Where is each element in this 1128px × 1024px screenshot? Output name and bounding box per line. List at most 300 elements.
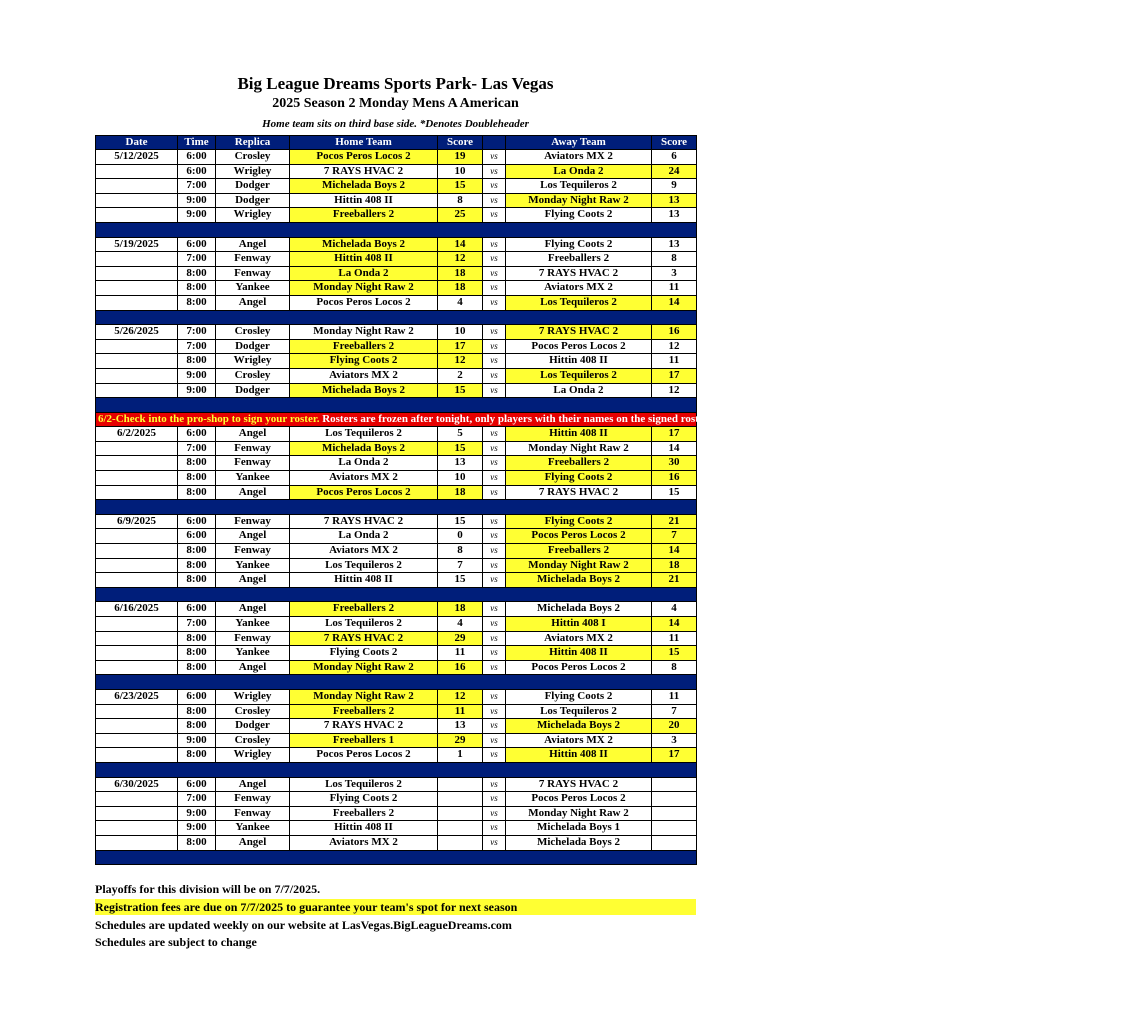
game-field: Fenway (216, 806, 290, 821)
away-team: Flying Coots 2 (506, 237, 652, 252)
table-row (96, 529, 697, 544)
game-time: 8:00 (178, 266, 216, 281)
away-score: 17 (652, 368, 697, 383)
home-team: Freeballers 2 (290, 806, 438, 821)
game-field: Fenway (216, 252, 290, 267)
roster-notice-highlight: 6/2-Check into the pro-shop to sign your roster. (98, 412, 320, 425)
away-score: 14 (652, 544, 697, 559)
away-score: 16 (652, 471, 697, 486)
schedule-body (96, 150, 1128, 865)
away-team: Hittin 408 II (506, 354, 652, 369)
away-team: Michelada Boys 2 (506, 719, 652, 734)
table-row (96, 704, 697, 719)
away-team: Freeballers 2 (506, 252, 652, 267)
game-time: 9:00 (178, 368, 216, 383)
home-score: 18 (438, 602, 483, 617)
home-score: 12 (438, 252, 483, 267)
week-separator (96, 500, 697, 515)
game-field: Fenway (216, 441, 290, 456)
game-time: 9:00 (178, 821, 216, 836)
away-team: Pocos Peros Locos 2 (506, 792, 652, 807)
away-score: 11 (652, 689, 697, 704)
table-row (96, 748, 697, 763)
home-team: Hittin 408 II (290, 821, 438, 836)
home-team: Aviators MX 2 (290, 368, 438, 383)
vs-label: vs (483, 427, 506, 442)
home-team: Michelada Boys 2 (290, 179, 438, 194)
table-row (96, 617, 697, 632)
vs-label: vs (483, 471, 506, 486)
page-subtitle: 2025 Season 2 Monday Mens A American (272, 96, 519, 111)
away-team: Los Tequileros 2 (506, 179, 652, 194)
away-team: Los Tequileros 2 (506, 368, 652, 383)
game-time: 8:00 (178, 558, 216, 573)
home-score (438, 835, 483, 850)
game-time: 7:00 (178, 252, 216, 267)
home-team: Monday Night Raw 2 (290, 281, 438, 296)
away-score: 4 (652, 602, 697, 617)
vs-label: vs (483, 354, 506, 369)
column-header-home-score: Score (438, 136, 483, 150)
game-field: Angel (216, 777, 290, 792)
home-team: 7 RAYS HVAC 2 (290, 164, 438, 179)
table-row (96, 383, 697, 398)
away-score: 20 (652, 719, 697, 734)
week-separator (96, 675, 697, 690)
vs-label: vs (483, 339, 506, 354)
vs-label: vs (483, 660, 506, 675)
home-team: Aviators MX 2 (290, 835, 438, 850)
table-row (96, 252, 697, 267)
game-date (96, 252, 178, 267)
home-score: 15 (438, 514, 483, 529)
table-row (96, 558, 697, 573)
vs-label: vs (483, 179, 506, 194)
week-separator (96, 310, 697, 325)
game-time: 8:00 (178, 573, 216, 588)
game-date (96, 164, 178, 179)
column-header-away-score: Score (652, 136, 697, 150)
home-score: 15 (438, 573, 483, 588)
game-time: 8:00 (178, 456, 216, 471)
website-note: Schedules are updated weekly on our website at LasVegas.BigLeagueDreams.com (95, 918, 512, 932)
column-header-time: Time (178, 136, 216, 150)
roster-notice-row (96, 412, 697, 427)
vs-label: vs (483, 441, 506, 456)
home-score: 18 (438, 281, 483, 296)
away-team: Hittin 408 II (506, 427, 652, 442)
home-score: 29 (438, 631, 483, 646)
vs-label: vs (483, 792, 506, 807)
away-score: 11 (652, 281, 697, 296)
vs-label: vs (483, 164, 506, 179)
vs-label: vs (483, 485, 506, 500)
game-field: Crosley (216, 325, 290, 340)
table-row (96, 777, 697, 792)
table-row (96, 514, 697, 529)
game-field: Yankee (216, 821, 290, 836)
game-date (96, 339, 178, 354)
vs-label: vs (483, 777, 506, 792)
home-team: Monday Night Raw 2 (290, 660, 438, 675)
table-row (96, 325, 697, 340)
vs-label: vs (483, 383, 506, 398)
game-time: 6:00 (178, 689, 216, 704)
table-row (96, 208, 697, 223)
home-team: Los Tequileros 2 (290, 427, 438, 442)
game-date: 5/26/2025 (96, 325, 178, 340)
home-team: Freeballers 1 (290, 733, 438, 748)
vs-label: vs (483, 544, 506, 559)
away-score: 13 (652, 193, 697, 208)
home-score: 14 (438, 237, 483, 252)
table-row (96, 573, 697, 588)
game-time: 8:00 (178, 631, 216, 646)
game-time: 8:00 (178, 544, 216, 559)
game-field: Angel (216, 237, 290, 252)
table-row (96, 631, 697, 646)
away-score: 15 (652, 646, 697, 661)
away-team: Hittin 408 II (506, 748, 652, 763)
home-team: Aviators MX 2 (290, 471, 438, 486)
game-date (96, 441, 178, 456)
home-score: 4 (438, 295, 483, 310)
vs-label: vs (483, 835, 506, 850)
game-date: 6/30/2025 (96, 777, 178, 792)
table-row (96, 471, 697, 486)
home-score: 8 (438, 193, 483, 208)
game-time: 6:00 (178, 777, 216, 792)
home-team: Los Tequileros 2 (290, 558, 438, 573)
home-score: 18 (438, 485, 483, 500)
home-score: 13 (438, 719, 483, 734)
week-separator-bar (96, 310, 697, 325)
game-time: 9:00 (178, 208, 216, 223)
game-date: 6/9/2025 (96, 514, 178, 529)
away-score (652, 777, 697, 792)
vs-label: vs (483, 602, 506, 617)
home-score: 10 (438, 471, 483, 486)
game-time: 6:00 (178, 529, 216, 544)
home-team: La Onda 2 (290, 529, 438, 544)
home-score: 17 (438, 339, 483, 354)
home-score: 11 (438, 646, 483, 661)
vs-label: vs (483, 689, 506, 704)
game-field: Crosley (216, 368, 290, 383)
table-row (96, 427, 697, 442)
game-field: Fenway (216, 631, 290, 646)
game-field: Fenway (216, 266, 290, 281)
game-field: Yankee (216, 646, 290, 661)
away-score (652, 821, 697, 836)
home-score (438, 806, 483, 821)
home-score: 0 (438, 529, 483, 544)
game-time: 8:00 (178, 704, 216, 719)
game-field: Fenway (216, 544, 290, 559)
away-score: 12 (652, 383, 697, 398)
column-header-replica: Replica (216, 136, 290, 150)
game-date (96, 485, 178, 500)
game-time: 6:00 (178, 602, 216, 617)
column-header-home-team: Home Team (290, 136, 438, 150)
week-separator-bar (96, 762, 697, 777)
away-score: 13 (652, 208, 697, 223)
game-date (96, 179, 178, 194)
game-date (96, 295, 178, 310)
away-team: Michelada Boys 2 (506, 602, 652, 617)
away-score (652, 806, 697, 821)
game-field: Angel (216, 573, 290, 588)
game-time: 8:00 (178, 660, 216, 675)
home-team: Hittin 408 II (290, 252, 438, 267)
column-header-away-team: Away Team (506, 136, 652, 150)
week-separator (96, 222, 697, 237)
game-date: 6/23/2025 (96, 689, 178, 704)
away-score: 7 (652, 704, 697, 719)
away-score (652, 835, 697, 850)
game-date (96, 733, 178, 748)
game-date (96, 558, 178, 573)
game-time: 6:00 (178, 514, 216, 529)
table-row (96, 150, 697, 165)
away-score (652, 792, 697, 807)
game-date (96, 368, 178, 383)
playoffs-note: Playoffs for this division will be on 7/7/2025. (95, 882, 321, 896)
home-team: 7 RAYS HVAC 2 (290, 719, 438, 734)
game-date (96, 631, 178, 646)
game-date (96, 660, 178, 675)
home-score: 11 (438, 704, 483, 719)
week-separator-bar (96, 675, 697, 690)
home-team: Hittin 408 II (290, 573, 438, 588)
game-time: 8:00 (178, 646, 216, 661)
game-date (96, 806, 178, 821)
vs-label: vs (483, 514, 506, 529)
table-row (96, 646, 697, 661)
home-score: 19 (438, 150, 483, 165)
game-date (96, 529, 178, 544)
home-team: 7 RAYS HVAC 2 (290, 514, 438, 529)
week-separator (96, 398, 697, 413)
away-team: Hittin 408 II (506, 646, 652, 661)
home-score: 5 (438, 427, 483, 442)
game-time: 8:00 (178, 748, 216, 763)
game-date (96, 792, 178, 807)
away-score: 21 (652, 514, 697, 529)
game-field: Yankee (216, 617, 290, 632)
week-separator (96, 762, 697, 777)
table-row (96, 792, 697, 807)
roster-notice (96, 412, 1128, 427)
game-date: 6/2/2025 (96, 427, 178, 442)
away-team: Aviators MX 2 (506, 733, 652, 748)
home-score: 12 (438, 689, 483, 704)
away-team: Monday Night Raw 2 (506, 193, 652, 208)
vs-label: vs (483, 704, 506, 719)
week-separator-bar (96, 850, 697, 865)
away-score: 8 (652, 660, 697, 675)
home-team: Freeballers 2 (290, 339, 438, 354)
away-team: Los Tequileros 2 (506, 295, 652, 310)
home-score: 16 (438, 660, 483, 675)
away-team: Pocos Peros Locos 2 (506, 529, 652, 544)
away-team: Aviators MX 2 (506, 150, 652, 165)
away-score: 7 (652, 529, 697, 544)
home-team: 7 RAYS HVAC 2 (290, 631, 438, 646)
game-field: Angel (216, 835, 290, 850)
away-score: 21 (652, 573, 697, 588)
subject-note: Schedules are subject to change (95, 935, 257, 949)
away-team: Flying Coots 2 (506, 471, 652, 486)
game-field: Crosley (216, 733, 290, 748)
home-team: Freeballers 2 (290, 602, 438, 617)
week-separator (96, 587, 697, 602)
game-date (96, 208, 178, 223)
away-team: Hittin 408 I (506, 617, 652, 632)
away-team: Monday Night Raw 2 (506, 441, 652, 456)
away-score: 16 (652, 325, 697, 340)
home-team: Monday Night Raw 2 (290, 689, 438, 704)
home-score: 7 (438, 558, 483, 573)
home-team: Michelada Boys 2 (290, 383, 438, 398)
away-team: Flying Coots 2 (506, 514, 652, 529)
week-separator-bar (96, 500, 697, 515)
table-row (96, 602, 697, 617)
game-field: Crosley (216, 704, 290, 719)
game-field: Angel (216, 427, 290, 442)
vs-label: vs (483, 748, 506, 763)
home-team: La Onda 2 (290, 266, 438, 281)
game-time: 7:00 (178, 339, 216, 354)
vs-label: vs (483, 368, 506, 383)
game-time: 6:00 (178, 150, 216, 165)
away-team: 7 RAYS HVAC 2 (506, 485, 652, 500)
away-team: 7 RAYS HVAC 2 (506, 266, 652, 281)
game-date (96, 646, 178, 661)
home-score: 10 (438, 164, 483, 179)
registration-note: Registration fees are due on 7/7/2025 to guarantee your team's spot for next season (95, 899, 696, 915)
away-score: 15 (652, 485, 697, 500)
game-field: Crosley (216, 150, 290, 165)
away-score: 18 (652, 558, 697, 573)
away-team: 7 RAYS HVAC 2 (506, 777, 652, 792)
roster-notice-text: Rosters are frozen after tonight, only players with their names on the signed roster are eligible for playoffs. Please check carefully as changes will not be made for omissions. (319, 412, 1128, 425)
vs-label: vs (483, 208, 506, 223)
table-row (96, 806, 697, 821)
table-row (96, 164, 697, 179)
away-team: Pocos Peros Locos 2 (506, 339, 652, 354)
table-row (96, 237, 697, 252)
game-date (96, 719, 178, 734)
away-score: 6 (652, 150, 697, 165)
away-score: 11 (652, 354, 697, 369)
game-date (96, 281, 178, 296)
table-row (96, 660, 697, 675)
table-row (96, 441, 697, 456)
away-score: 3 (652, 266, 697, 281)
away-team: Freeballers 2 (506, 544, 652, 559)
home-team: Pocos Peros Locos 2 (290, 485, 438, 500)
away-team: Michelada Boys 1 (506, 821, 652, 836)
game-field: Fenway (216, 456, 290, 471)
game-field: Angel (216, 660, 290, 675)
vs-label: vs (483, 806, 506, 821)
column-header-vs (483, 136, 506, 150)
vs-label: vs (483, 733, 506, 748)
game-field: Angel (216, 529, 290, 544)
game-field: Yankee (216, 281, 290, 296)
table-row (96, 354, 697, 369)
table-row (96, 733, 697, 748)
home-team: Michelada Boys 2 (290, 237, 438, 252)
away-score: 8 (652, 252, 697, 267)
game-field: Dodger (216, 193, 290, 208)
game-date (96, 456, 178, 471)
game-field: Wrigley (216, 164, 290, 179)
home-team: Flying Coots 2 (290, 792, 438, 807)
away-score: 17 (652, 748, 697, 763)
game-time: 8:00 (178, 354, 216, 369)
game-date (96, 354, 178, 369)
away-team: La Onda 2 (506, 383, 652, 398)
home-team: Pocos Peros Locos 2 (290, 150, 438, 165)
table-row (96, 339, 697, 354)
home-score: 12 (438, 354, 483, 369)
home-team: Aviators MX 2 (290, 544, 438, 559)
table-row (96, 281, 697, 296)
table-row (96, 368, 697, 383)
home-score: 13 (438, 456, 483, 471)
game-date (96, 748, 178, 763)
game-date (96, 471, 178, 486)
away-team: Monday Night Raw 2 (506, 558, 652, 573)
game-date (96, 617, 178, 632)
away-team: Flying Coots 2 (506, 208, 652, 223)
away-team: Michelada Boys 2 (506, 573, 652, 588)
game-time: 7:00 (178, 441, 216, 456)
vs-label: vs (483, 529, 506, 544)
game-time: 6:00 (178, 164, 216, 179)
vs-label: vs (483, 719, 506, 734)
schedule-note: Home team sits on third base side. *Denotes Doubleheader (262, 118, 529, 130)
game-field: Yankee (216, 558, 290, 573)
game-date (96, 544, 178, 559)
game-field: Wrigley (216, 748, 290, 763)
home-team: La Onda 2 (290, 456, 438, 471)
vs-label: vs (483, 150, 506, 165)
home-score: 15 (438, 383, 483, 398)
away-team: Flying Coots 2 (506, 689, 652, 704)
table-header-row (96, 136, 697, 150)
away-team: Freeballers 2 (506, 456, 652, 471)
week-separator-bar (96, 222, 697, 237)
away-score: 17 (652, 427, 697, 442)
home-score: 2 (438, 368, 483, 383)
game-date (96, 573, 178, 588)
table-row (96, 689, 697, 704)
home-team: Flying Coots 2 (290, 646, 438, 661)
game-time: 8:00 (178, 719, 216, 734)
game-time: 6:00 (178, 237, 216, 252)
away-team: 7 RAYS HVAC 2 (506, 325, 652, 340)
away-score: 3 (652, 733, 697, 748)
game-field: Dodger (216, 383, 290, 398)
home-score: 15 (438, 179, 483, 194)
home-team: Hittin 408 II (290, 193, 438, 208)
vs-label: vs (483, 252, 506, 267)
game-time: 9:00 (178, 383, 216, 398)
table-row (96, 295, 697, 310)
